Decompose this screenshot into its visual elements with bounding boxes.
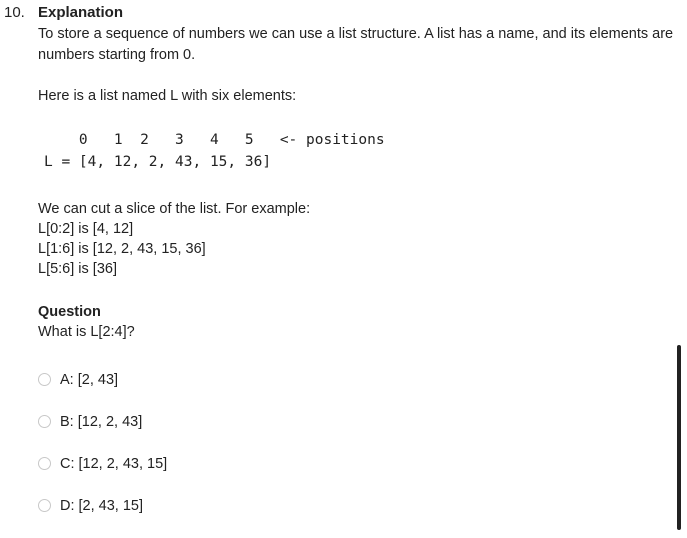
radio-button[interactable] — [38, 373, 51, 386]
question-block — [38, 302, 135, 342]
radio-button[interactable] — [38, 415, 51, 428]
section-heading: Explanation — [38, 4, 124, 21]
slice-example: L[1:6] is [12, 2, 43, 15, 36] — [38, 241, 206, 257]
slice-example: L[5:6] is [36] — [38, 261, 117, 277]
list-value: 15 — [209, 154, 228, 170]
positions-label: <- positions — [279, 132, 385, 148]
position-index: 2 — [140, 132, 149, 148]
scrollbar[interactable] — [677, 345, 681, 530]
list-display: L = [4, 12, 2, 43, 15, 36] — [44, 154, 272, 170]
position-index: 3 — [175, 132, 184, 148]
question-title: Question — [38, 304, 101, 320]
radio-button[interactable] — [38, 499, 51, 512]
intro-line: To store a sequence of numbers we can use a list structure. A list has a name, and its elements are — [38, 26, 674, 42]
list-value: 36 — [244, 154, 263, 170]
intro-paragraph — [38, 24, 687, 66]
slice-example: L[0:2] is [4, 12] — [38, 221, 134, 237]
question-number: 10. — [4, 4, 25, 21]
list-value: 43 — [175, 154, 193, 170]
slice-examples — [38, 199, 310, 279]
slice-intro: We can cut a slice of the list. For example: — [38, 201, 311, 217]
radio-button[interactable] — [38, 457, 51, 470]
answer-option-d[interactable] — [38, 495, 167, 516]
option-label: D: [2, 43, 15] — [60, 497, 144, 514]
intro-line: numbers starting from 0. — [38, 47, 196, 63]
answer-option-c[interactable] — [38, 453, 167, 474]
answer-option-a[interactable] — [38, 369, 167, 390]
list-value: 4 — [87, 154, 97, 170]
answer-options — [38, 369, 167, 537]
position-index: 0 — [78, 132, 88, 148]
list-value: 12 — [113, 154, 132, 170]
list-intro-text: Here is a list named L with six elements: — [38, 88, 297, 104]
list-prefix: L = [ — [44, 154, 88, 170]
list-value: 2 — [148, 154, 158, 170]
position-index: 5 — [244, 132, 254, 148]
position-index: 4 — [209, 132, 219, 148]
list-suffix: ] — [262, 154, 272, 170]
position-index: 1 — [113, 132, 123, 148]
option-label: B: [12, 2, 43] — [60, 413, 143, 430]
positions-row — [44, 130, 385, 150]
option-label: C: [12, 2, 43, 15] — [60, 455, 168, 472]
question-text: What is L[2:4]? — [38, 324, 135, 340]
option-label: A: [2, 43] — [60, 371, 119, 388]
answer-option-b[interactable] — [38, 411, 167, 432]
